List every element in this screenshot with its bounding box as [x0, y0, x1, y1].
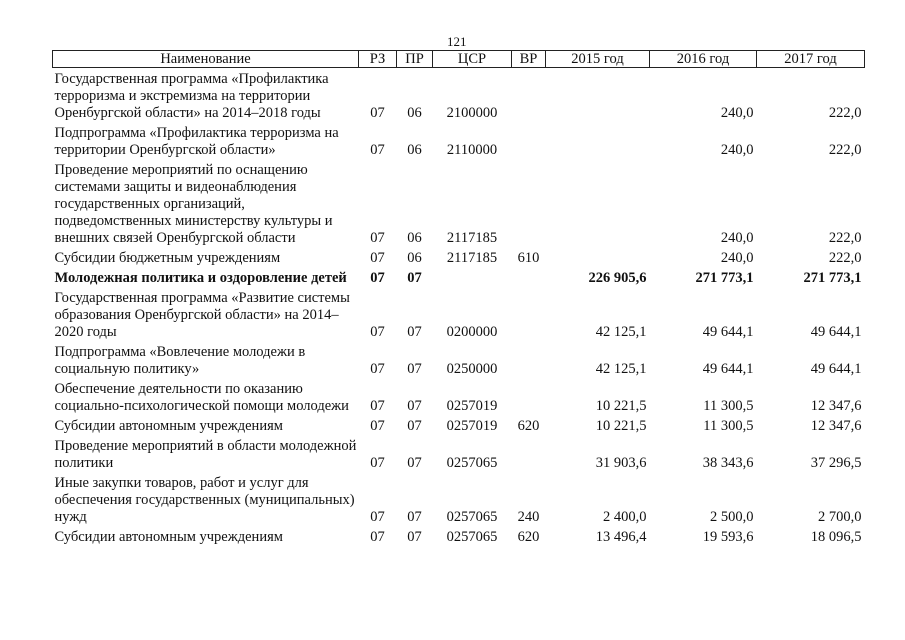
- cell-csr: 0257065: [446, 529, 498, 545]
- cell-pr: 06: [407, 250, 422, 266]
- header-csr: ЦСР: [433, 51, 512, 68]
- cell-rz: 07: [370, 105, 385, 121]
- cell-vr: 620: [517, 418, 540, 434]
- cell-name: Иные закупки товаров, работ и услуг для обеспечения государственных (муниципальных) нужд: [54, 475, 355, 525]
- cell-name: Проведение мероприятий по оснащению системами защиты и видеонаблюдения государственных организаций, подведомственных министерству культуры и внешних связей Оренбургской области: [54, 162, 333, 246]
- cell-2017: 37 296,5: [810, 455, 862, 471]
- header-2017: 2017 год: [757, 51, 865, 68]
- cell-csr: 2110000: [446, 142, 498, 158]
- cell-2017: 2 700,0: [818, 509, 862, 525]
- cell-vr: [512, 159, 546, 247]
- header-pr: ПР: [397, 51, 433, 68]
- cell-name: Молодежная политика и оздоровление детей: [54, 270, 347, 286]
- cell-2017: 222,0: [828, 230, 862, 246]
- cell-2017: 49 644,1: [810, 361, 862, 377]
- cell-csr: 2117185: [446, 250, 498, 266]
- cell-2016: 240,0: [720, 250, 754, 266]
- cell-pr: 07: [407, 529, 422, 545]
- cell-pr: 07: [407, 509, 422, 525]
- table-row: [53, 526, 865, 546]
- cell-2015: [546, 122, 650, 159]
- cell-name: Субсидии автономным учреждениям: [54, 529, 283, 545]
- cell-rz: 07: [370, 230, 385, 246]
- cell-rz: 07: [370, 418, 385, 434]
- cell-2016: 11 300,5: [703, 398, 754, 414]
- cell-rz: 07: [370, 142, 385, 158]
- table-body: [53, 68, 865, 547]
- cell-csr: 0257065: [446, 509, 498, 525]
- table-row: [53, 415, 865, 435]
- cell-vr: [512, 267, 546, 287]
- cell-vr: 610: [517, 250, 540, 266]
- cell-2015: [546, 247, 650, 267]
- cell-csr: [433, 267, 512, 287]
- cell-2015: 42 125,1: [595, 361, 647, 377]
- cell-pr: 06: [407, 105, 422, 121]
- cell-csr: 0257065: [446, 455, 498, 471]
- cell-vr: 240: [517, 509, 540, 525]
- cell-name: Обеспечение деятельности по оказанию социально-психологической помощи молодежи: [54, 381, 349, 414]
- cell-2015: 10 221,5: [595, 398, 647, 414]
- cell-rz: 07: [370, 529, 385, 545]
- cell-2017: 12 347,6: [810, 398, 862, 414]
- table-row: [53, 378, 865, 415]
- cell-2015: 31 903,6: [595, 455, 647, 471]
- cell-vr: 620: [517, 529, 540, 545]
- header-name: Наименование: [53, 51, 359, 68]
- cell-2017: 49 644,1: [810, 324, 862, 340]
- cell-2015: [546, 68, 650, 123]
- cell-2016: 38 343,6: [702, 455, 754, 471]
- cell-2017: 222,0: [828, 105, 862, 121]
- cell-rz: 07: [370, 455, 385, 471]
- cell-name: Государственная программа «Профилактика терроризма и экстремизма на территории Оренбургской области» на 2014–2018 годы: [54, 71, 329, 121]
- cell-name: Подпрограмма «Вовлечение молодежи в социальную политику»: [54, 344, 306, 377]
- header-2016: 2016 год: [650, 51, 757, 68]
- cell-2016: 19 593,6: [702, 529, 754, 545]
- cell-name: Субсидии автономным учреждениям: [54, 418, 283, 434]
- cell-2017: 271 773,1: [803, 270, 862, 286]
- cell-2016: 2 500,0: [710, 509, 754, 525]
- table-row: [53, 68, 865, 123]
- header-rz: РЗ: [359, 51, 397, 68]
- table-row: [53, 287, 865, 341]
- table-row: [53, 122, 865, 159]
- table-row: [53, 267, 865, 287]
- cell-pr: 07: [407, 398, 422, 414]
- cell-csr: 2117185: [446, 230, 498, 246]
- cell-pr: 07: [407, 324, 422, 340]
- table-row: [53, 435, 865, 472]
- cell-vr: [512, 341, 546, 378]
- cell-pr: 07: [407, 361, 422, 377]
- cell-csr: 0257019: [446, 398, 498, 414]
- budget-table: [52, 50, 865, 546]
- cell-2015: 42 125,1: [595, 324, 647, 340]
- cell-rz: 07: [370, 324, 385, 340]
- cell-vr: [512, 122, 546, 159]
- cell-2016: 240,0: [720, 142, 754, 158]
- cell-pr: 07: [407, 418, 422, 434]
- cell-2015: 226 905,6: [588, 270, 647, 286]
- cell-2016: 240,0: [720, 105, 754, 121]
- cell-csr: 0250000: [446, 361, 498, 377]
- cell-2016: 271 773,1: [695, 270, 754, 286]
- header-vr: ВР: [512, 51, 546, 68]
- cell-pr: 06: [407, 230, 422, 246]
- cell-2016: 11 300,5: [703, 418, 754, 434]
- cell-2015: 10 221,5: [595, 418, 647, 434]
- header-2015: 2015 год: [546, 51, 650, 68]
- cell-2017: 12 347,6: [810, 418, 862, 434]
- cell-rz: 07: [370, 509, 385, 525]
- table-row: [53, 247, 865, 267]
- cell-rz: 07: [370, 398, 385, 414]
- cell-2015: 13 496,4: [595, 529, 647, 545]
- cell-2015: 2 400,0: [603, 509, 647, 525]
- cell-2016: 240,0: [720, 230, 754, 246]
- cell-2017: 222,0: [828, 250, 862, 266]
- cell-csr: 2100000: [446, 105, 498, 121]
- cell-pr: 07: [407, 270, 422, 286]
- cell-rz: 07: [370, 361, 385, 377]
- cell-vr: [512, 68, 546, 123]
- table-row: [53, 472, 865, 526]
- cell-2017: 222,0: [828, 142, 862, 158]
- cell-pr: 07: [407, 455, 422, 471]
- cell-pr: 06: [407, 142, 422, 158]
- cell-rz: 07: [370, 270, 385, 286]
- cell-vr: [512, 435, 546, 472]
- table-row: [53, 159, 865, 247]
- cell-vr: [512, 287, 546, 341]
- cell-csr: 0200000: [446, 324, 498, 340]
- page-number: 121: [447, 34, 467, 49]
- cell-rz: 07: [370, 250, 385, 266]
- table-row: [53, 341, 865, 378]
- cell-2016: 49 644,1: [702, 324, 754, 340]
- cell-vr: [512, 378, 546, 415]
- table-header-row: [53, 51, 865, 68]
- cell-name: Проведение мероприятий в области молодежной политики: [54, 438, 357, 471]
- cell-csr: 0257019: [446, 418, 498, 434]
- cell-2015: [546, 159, 650, 247]
- cell-name: Государственная программа «Развитие системы образования Оренбургской области» на 2014–2020 годы: [54, 290, 350, 340]
- cell-name: Субсидии бюджетным учреждениям: [54, 250, 281, 266]
- cell-2016: 49 644,1: [702, 361, 754, 377]
- cell-2017: 18 096,5: [810, 529, 862, 545]
- cell-name: Подпрограмма «Профилактика терроризма на территории Оренбургской области»: [54, 125, 339, 158]
